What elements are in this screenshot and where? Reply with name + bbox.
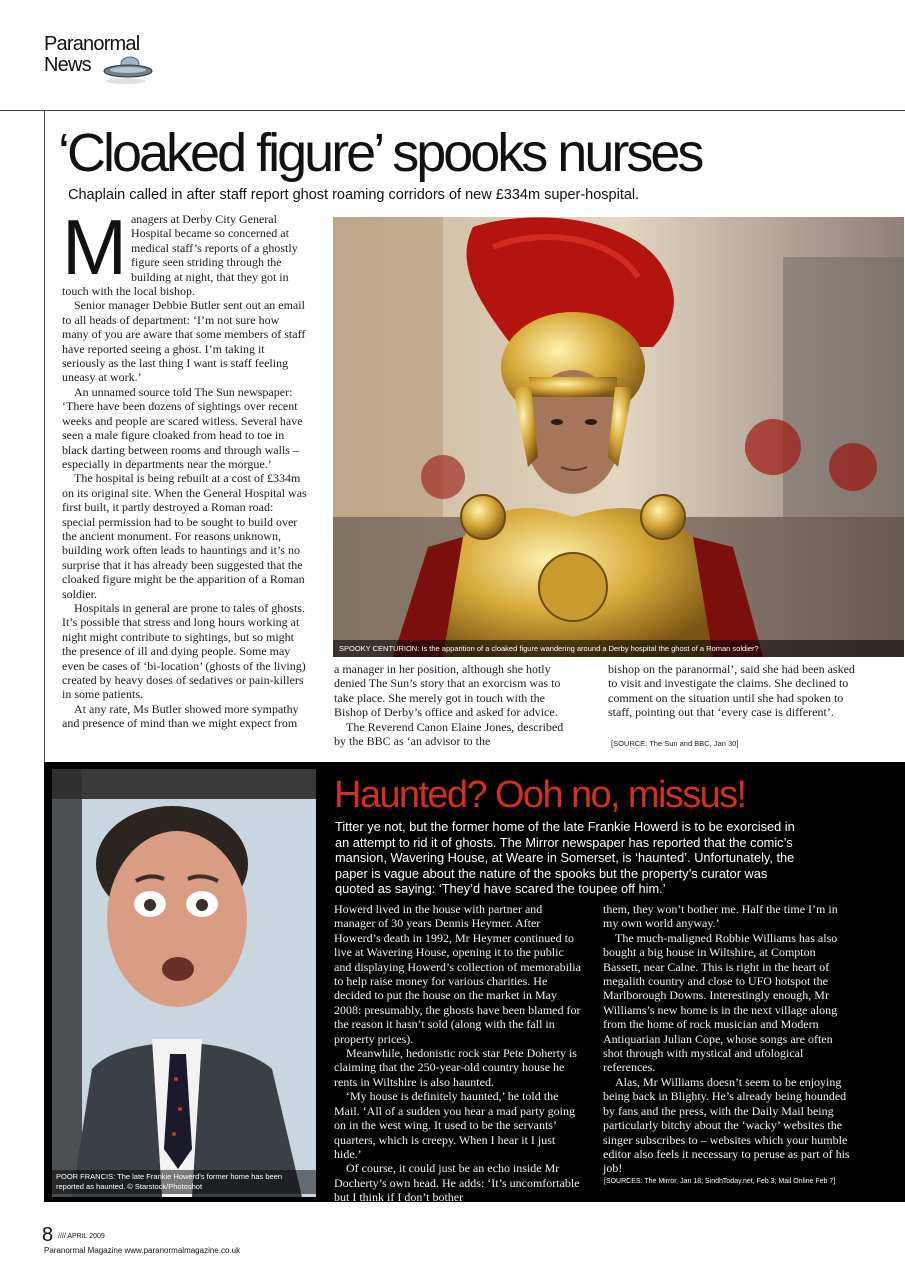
paragraph: The hospital is being rebuilt at a cost of £334m on its original site. When the General Hospital was first built, it partly destroyed a Roman road: special permission had to be sought to build over the ancient monument. For reasons unknown, building work often leads to hauntings and it’s no surprise that it has already been suggested that the cloaked figure might be the apparition of a Roman soldier. bbox=[62, 471, 307, 601]
paragraph: The Reverend Canon Elaine Jones, described by the BBC as ‘an advisor to the bbox=[334, 719, 564, 749]
article-standfirst: Chaplain called in after staff report ghost roaming corridors of new £334m super-hospital. bbox=[68, 187, 640, 203]
paragraph: An unnamed source told The Sun newspaper: ‘There have been dozens of sightings over recent weeks and people are scared witless. Several have seen a male figure cloaked from head to toe in black darting between rooms and through walls – especially in departments near the morgue.’ bbox=[62, 384, 303, 471]
paragraph: a manager in her position, although she hotly denied The Sun’s story that an exorcism was to take place. She merely got in touch with the Bishop of Derby’s office and asked for advice. bbox=[334, 662, 561, 720]
haunted-headline: Haunted? Ooh no, missus! bbox=[334, 774, 746, 816]
article-column-1 bbox=[62, 203, 308, 731]
top-rule bbox=[0, 110, 905, 111]
photo-caption: SPOOKY CENTURION: Is the apparition of a cloaked figure wandering around a Derby hospital the ghost of a Roman soldier? bbox=[333, 640, 904, 657]
issue-date: //// APRIL 2009 bbox=[58, 1233, 105, 1240]
paragraph: Howerd lived in the house with partner and manager of 30 years Dennis Heymer. After Howerd’s death in 1992, Mr Heymer continued to live at Wavering House, opening it to the public and displaying Howerd’s collection of memorabilia to help raise money for various charities. He decided to put the house on the market in May 2008: presumably, the ghosts have been blamed for the reason it hasn’t sold (along with the fall in property prices). bbox=[334, 902, 581, 1046]
frankie-howerd-photo bbox=[52, 769, 316, 1197]
centurion-illustration bbox=[333, 217, 904, 657]
paragraph: bishop on the paranormal’, said she had been asked to visit and investigate the claims. She declined to comment on the situation until she had spoken to staff, pointing out that ‘every case is different’. bbox=[608, 662, 855, 720]
flying-saucer-icon bbox=[96, 52, 154, 86]
paragraph: Senior manager Debbie Butler sent out an email to all heads of department: ‘I’m not sure how many of you are aware that some members of staff have reported seeing a ghost. I’m taking it seriously as the last thing I want is staff feeling uneasy at work.’ bbox=[62, 298, 306, 385]
article-source: [SOURCE: The Sun and BBC, Jan 30] bbox=[611, 739, 739, 748]
article-headline: ‘Cloaked figure’ spooks nurses bbox=[58, 123, 702, 183]
photo-caption: POOR FRANCIS: The late Frankie Howerd’s former home has been reported as haunted. © Starstock/Photoshot bbox=[52, 1170, 316, 1194]
article-column-3 bbox=[608, 662, 858, 720]
paragraph: The much-maligned Robbie Williams has also bought a big house in Wiltshire, at Compton Bassett, near Calne. This is right in the heart of megalith country and close to UFO hotspot the Marlborough Downs. Interestingly enough, Mr Williams’s new home is in the next village along from the home of rock musician and Modern Antiquarian Julian Cope, whose songs are often shot through with mystical and ufological references. bbox=[603, 930, 838, 1075]
paragraph: Of course, it could just be an echo inside Mr Docherty’s own head. He adds: ‘It’s uncomfortable but I think if I don’t bother bbox=[334, 1161, 580, 1205]
haunted-standfirst: Titter ye not, but the former home of the late Frankie Howerd is to be exorcised in an attempt to rid it of ghosts. The Mirror newspaper has reported that the comic’s mansion, Wavering House, at Weare in Somerset, is ‘haunted’. Unfortunately, the paper is vague about the nature of the spooks but the property’s curator was quoted as saying: ‘They’d have scared the toupee off him.’ bbox=[335, 819, 795, 897]
drop-cap: M bbox=[62, 203, 127, 291]
paragraph: Hospitals in general are prone to tales of ghosts. It’s possible that stress and long hours working at night might contribute to sightings, but so might the presence of ill and dying people. Some may even be cases of ‘bi-location’ (ghosts of the living) created by heavy doses of sedatives or pain-killers in some patients. bbox=[62, 600, 306, 702]
page-number: 8 bbox=[42, 1224, 54, 1246]
paragraph: At any rate, Ms Butler showed more sympathy and presence of mind than we might expect from bbox=[62, 701, 299, 731]
haunted-column-1 bbox=[334, 902, 584, 1205]
paragraph: Meanwhile, hedonistic rock star Pete Doherty is claiming that the 250-year-old country house he rents in Wiltshire is also haunted. bbox=[334, 1046, 577, 1089]
paragraph: them, they won’t bother me. Half the time I’m in my own world anyway.’ bbox=[603, 902, 838, 931]
haunted-source: [SOURCES: The Mirror, Jan 18; SindhToday.net, Feb 3; Mail Online Feb 7] bbox=[604, 1178, 836, 1185]
logo-line-1: Paranormal bbox=[44, 33, 140, 55]
haunted-column-2 bbox=[603, 902, 851, 1176]
logo-line-2: News bbox=[44, 54, 91, 76]
left-rule bbox=[44, 110, 45, 762]
article-column-2 bbox=[334, 662, 568, 748]
magazine-credit: Paranormal Magazine www.paranormalmagazine.co.uk bbox=[44, 1246, 241, 1255]
paragraph: ‘My house is definitely haunted,’ he told the Mail. ‘All of a sudden you hear a mad party going on in the west wing. It used to be the servants’ quarters, which is creepy. When I hear it I just hide.’ bbox=[334, 1089, 575, 1161]
portrait-illustration bbox=[52, 769, 316, 1197]
paragraph: Managers at Derby City General Hospital became so concerned at medical staff’s reports of a ghostly figure seen striding through the building at night, that they got in touch with the local bishop. bbox=[62, 203, 298, 299]
paragraph: Alas, Mr Williams doesn’t seem to be enjoying being back in Blighty. He’s already being hounded by fans and the press, with the Daily Mail being particularly bitchy about the ‘wacky’ websites the singer subscribes to – websites which your humble editor also feels it necessary to peruse as part of his job! bbox=[603, 1074, 850, 1176]
centurion-photo bbox=[333, 217, 904, 657]
